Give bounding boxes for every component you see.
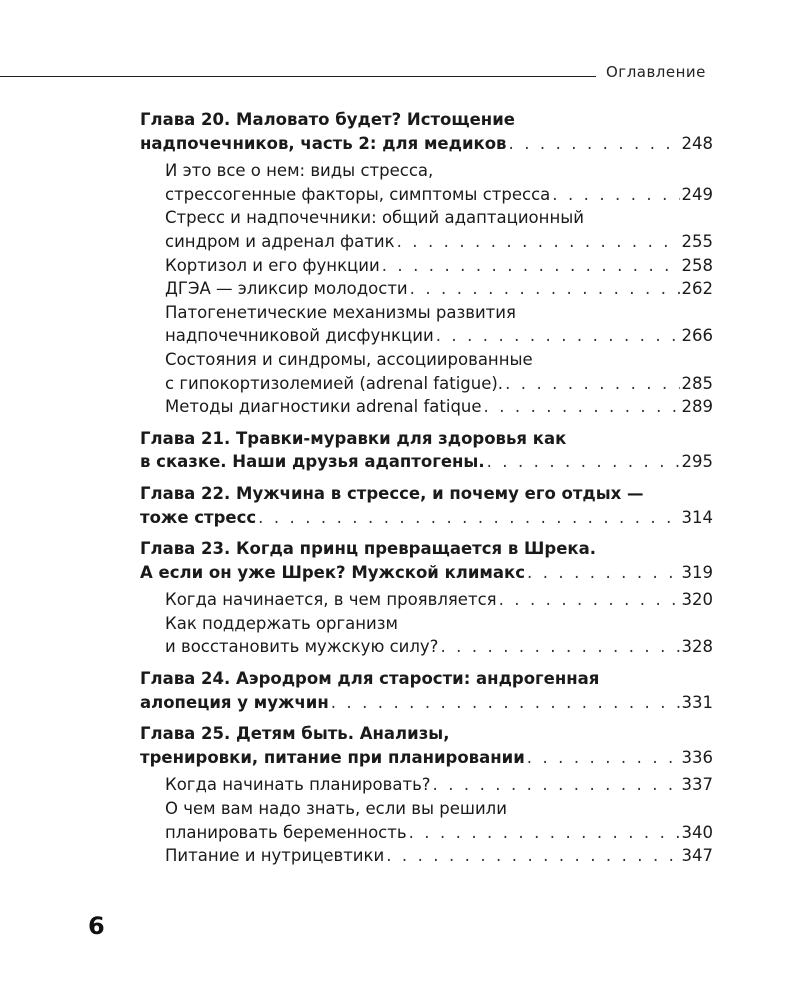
dot-leader [509, 132, 680, 156]
toc-page-number: 258 [681, 255, 713, 275]
toc-entry-title-line: Стресс и надпочечники: общий адаптационный [165, 208, 584, 228]
dot-leader [409, 821, 680, 845]
toc-chapter-entry[interactable] [140, 722, 713, 769]
toc-page-number: 285 [681, 373, 713, 393]
toc-entry-title-line: с гипокортизолемией (adrenal fatigue). [165, 373, 504, 393]
toc-chapter-entry[interactable] [140, 667, 713, 714]
toc-entry-title-line: Глава 23. Когда принц превращается в Шрека. [140, 539, 597, 559]
toc-page-number: 248 [681, 133, 713, 153]
toc-entry-title-line: Патогенетические механизмы развития [165, 302, 516, 322]
dot-leader [331, 691, 680, 715]
toc-entry-title-line: алопеция у мужчин [140, 692, 329, 712]
dot-leader [487, 450, 680, 474]
dot-leader [527, 746, 680, 770]
toc-section-entry[interactable] [165, 206, 713, 253]
toc-section-entry[interactable] [165, 844, 713, 868]
toc-chapter-entry[interactable] [140, 482, 713, 529]
toc-entry-title-line: ДГЭА — эликсир молодости [165, 279, 408, 299]
toc-page-number: 295 [681, 452, 713, 472]
dot-leader [433, 773, 680, 797]
toc-page-number: 340 [681, 822, 713, 842]
toc-entry-title-line: Глава 24. Аэродром для старости: андрогенная [140, 669, 600, 689]
toc-section-entry[interactable] [165, 395, 713, 419]
toc-section-entry[interactable] [165, 254, 713, 278]
toc-entry-title-line: Глава 20. Маловато будет? Истощение [140, 110, 515, 129]
toc-entry-title-line: Глава 25. Детям быть. Анализы, [140, 724, 450, 744]
toc-chapter-entry[interactable] [140, 427, 713, 474]
toc-page-number: 266 [681, 326, 713, 346]
toc-page-number: 320 [681, 590, 713, 610]
toc-entry-title-line: планировать беременность [165, 822, 407, 842]
toc-entry-title-line: надпочечниковой дисфункции [165, 326, 434, 346]
toc-entry-title-line: стрессогенные факторы, симптомы стресса [165, 184, 551, 204]
toc-chapter-entry[interactable] [140, 108, 713, 155]
toc-section-entry[interactable] [165, 588, 713, 612]
dot-leader [440, 635, 679, 659]
dot-leader [552, 183, 679, 207]
toc-section-entry[interactable] [165, 773, 713, 797]
dot-leader [386, 844, 679, 868]
header-rule [0, 76, 596, 77]
toc-page-number: 319 [681, 562, 713, 582]
dot-leader [382, 254, 680, 278]
toc-page-number: 289 [681, 397, 713, 417]
toc-page-number: 262 [681, 279, 713, 299]
toc-section-entry[interactable] [165, 277, 713, 301]
toc-entry-title-line: тренировки, питание при планировании [140, 747, 525, 767]
toc-page-number: 336 [681, 747, 713, 767]
toc-entry-title-line: Глава 22. Мужчина в стрессе, и почему его отдых — [140, 483, 644, 503]
dot-leader [505, 372, 679, 396]
table-of-contents [140, 108, 713, 868]
toc-section-entry[interactable] [165, 612, 713, 659]
toc-entry-title-line: И это все о нем: виды стресса, [165, 161, 434, 181]
toc-section-entry[interactable] [165, 301, 713, 348]
toc-page-number: 337 [681, 775, 713, 795]
toc-entry-title-line: Состояния и синдромы, ассоциированные [165, 349, 533, 369]
running-header-title: Оглавление [606, 63, 706, 81]
toc-page-number: 249 [681, 184, 713, 204]
toc-page-number: 347 [681, 846, 713, 866]
toc-entry-title-line: Как поддержать организм [165, 613, 398, 633]
toc-section-entry[interactable] [165, 159, 713, 206]
toc-section-entry[interactable] [165, 797, 713, 844]
dot-leader [484, 395, 680, 419]
toc-entry-title-line: Глава 21. Травки-муравки для здоровья как [140, 428, 567, 448]
toc-entry-title-line: синдром и адренал фатик [165, 231, 395, 251]
toc-page-number: 331 [681, 692, 713, 712]
dot-leader [258, 506, 679, 530]
toc-entry-title-line: Когда начинать планировать? [165, 775, 431, 795]
toc-page-number: 314 [681, 507, 713, 527]
toc-page-number: 255 [681, 231, 713, 251]
toc-entry-title-line: Методы диагностики adrenal fatique [165, 397, 482, 417]
toc-entry-title-line: тоже стресс [140, 507, 257, 527]
dot-leader [499, 588, 680, 612]
dot-leader [436, 324, 680, 348]
toc-entry-title-line: Питание и нутрицевтики [165, 846, 385, 866]
toc-entry-title-line: А если он уже Шрек? Мужской климакс [140, 562, 526, 582]
dot-leader [410, 277, 680, 301]
toc-page-number: 328 [681, 637, 713, 657]
dot-leader [527, 561, 679, 585]
toc-entry-title-line: О чем вам надо знать, если вы решили [165, 799, 507, 819]
toc-entry-title-line: и восстановить мужскую силу? [165, 637, 439, 657]
toc-entry-title-line: Кортизол и его функции [165, 255, 380, 275]
toc-entry-title-line: Когда начинается, в чем проявляется [165, 590, 497, 610]
toc-entry-title-line: надпочечников, часть 2: для медиков [140, 133, 507, 153]
toc-chapter-entry[interactable] [140, 537, 713, 584]
toc-entry-title-line: в сказке. Наши друзья адаптогены. [140, 452, 485, 472]
toc-section-entry[interactable] [165, 348, 713, 395]
dot-leader [397, 230, 680, 254]
page-number: 6 [88, 912, 105, 940]
